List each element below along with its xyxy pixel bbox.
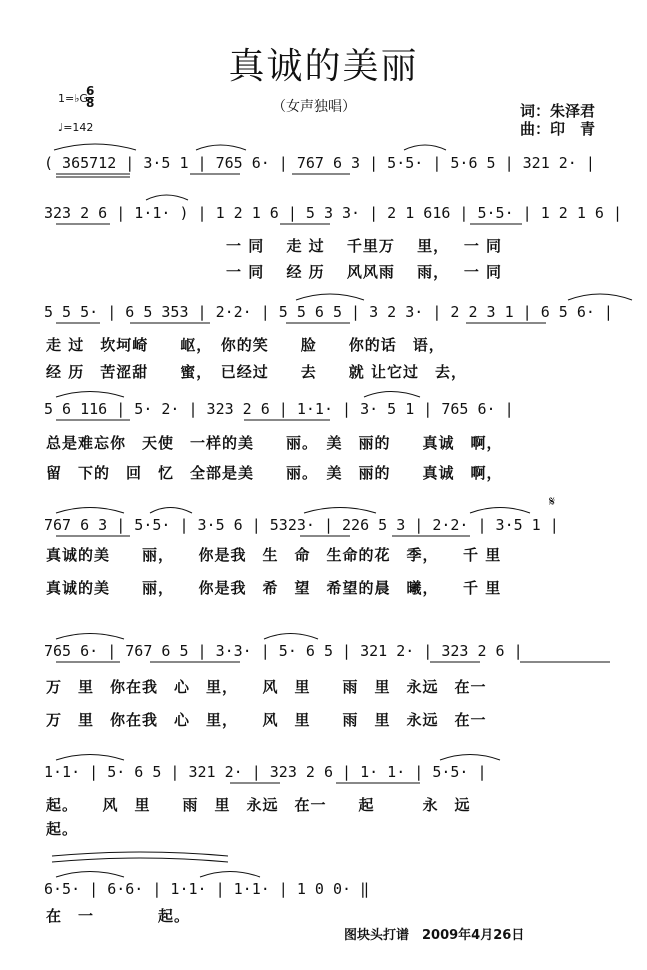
composer-credit: 曲：印 青 (520, 120, 596, 138)
notation-row-4: 5 6 116 | 5· 2· | 323 2 6 | 1·1· | 3· 5 1 | 765 6· | (44, 400, 514, 418)
lyric-row-6: 留 下的 回 忆 全部是美 丽。 美 丽的 真诚 啊， (46, 464, 503, 482)
song-title: 真诚的美丽 (228, 46, 419, 87)
song-subtitle: （女声独唱） (272, 99, 356, 115)
segno-sign: 𝄋 (549, 494, 556, 510)
footer-credit: 图块头打谱 2009年4月26日 (344, 928, 525, 943)
notation-row-8: 6·5· | 6·6· | 1·1· | 1·1· | 1 0 0· ‖ (44, 880, 370, 898)
lyric-row-5: 总是难忘你 天使 一样的美 丽。 美 丽的 真诚 啊， (46, 434, 503, 452)
slur-arcs (52, 144, 632, 877)
lyric-row-3: 走 过 坎坷崎 岖， 你的笑 脸 你的话 语， (46, 336, 445, 354)
notation-row-1: ( 365712 | 3·5 1 | 765 6· | 767 6 3 | 5·5· | 5·6 5 | 321 2· | (44, 154, 595, 172)
time-signature-top: 6 (86, 84, 95, 98)
lyric-row-13: 在 一 起。 (46, 907, 191, 925)
lyric-row-1: 一 同 走 过 千里万 里， 一 同 (226, 237, 503, 255)
lyric-row-2: 一 同 经 历 风风雨 雨， 一 同 (226, 263, 503, 281)
lyric-row-9: 万 里 你在我 心 里， 风 里 雨 里 永远 在一 (46, 678, 487, 696)
notation-row-6: 765 6· | 767 6 5 | 3·3· | 5· 6 5 | 321 2· | 323 2 6 | (44, 642, 523, 660)
time-signature-bottom: 8 (86, 96, 95, 110)
beam-lines (56, 174, 610, 783)
key-signature: 1=♭G (58, 92, 88, 105)
lyric-row-10: 万 里 你在我 心 里， 风 里 雨 里 永远 在一 (46, 711, 487, 729)
notation-row-3: 5 5 5· | 6 5 353 | 2·2· | 5 5 6 5 | 3 2 3· | 2 2 3 1 | 6 5 6· | (44, 303, 613, 321)
notation-row-5: 767 6 3 | 5·5· | 3·5 6 | 5323· | 226 5 3 | 2·2· | 3·5 1 | (44, 516, 559, 534)
lyric-row-11: 起。 风 里 雨 里 永远 在一 起 永 远 (46, 796, 471, 814)
lyric-row-8: 真诚的美 丽， 你是我 希 望 希望的晨 曦， 千 里 (46, 579, 502, 597)
lyric-row-12: 起。 (46, 820, 79, 838)
notation-row-7: 1·1· | 5· 6 5 | 321 2· | 323 2 6 | 1· 1· | 5·5· | (44, 763, 487, 781)
lyric-row-4: 经 历 苦涩甜 蜜， 已经过 去 就 让它过 去， (46, 363, 467, 381)
lyricist-credit: 词：朱泽君 (520, 102, 596, 120)
notation-row-2: 323 2 6 | 1·1· ) | 1 2 1 6 | 5 3 3· | 2 1 616 | 5·5· | 1 2 1 6 | (44, 204, 622, 222)
tempo-mark: ♩=142 (58, 121, 94, 134)
lyric-row-7: 真诚的美 丽， 你是我 生 命 生命的花 季， 千 里 (46, 546, 502, 564)
